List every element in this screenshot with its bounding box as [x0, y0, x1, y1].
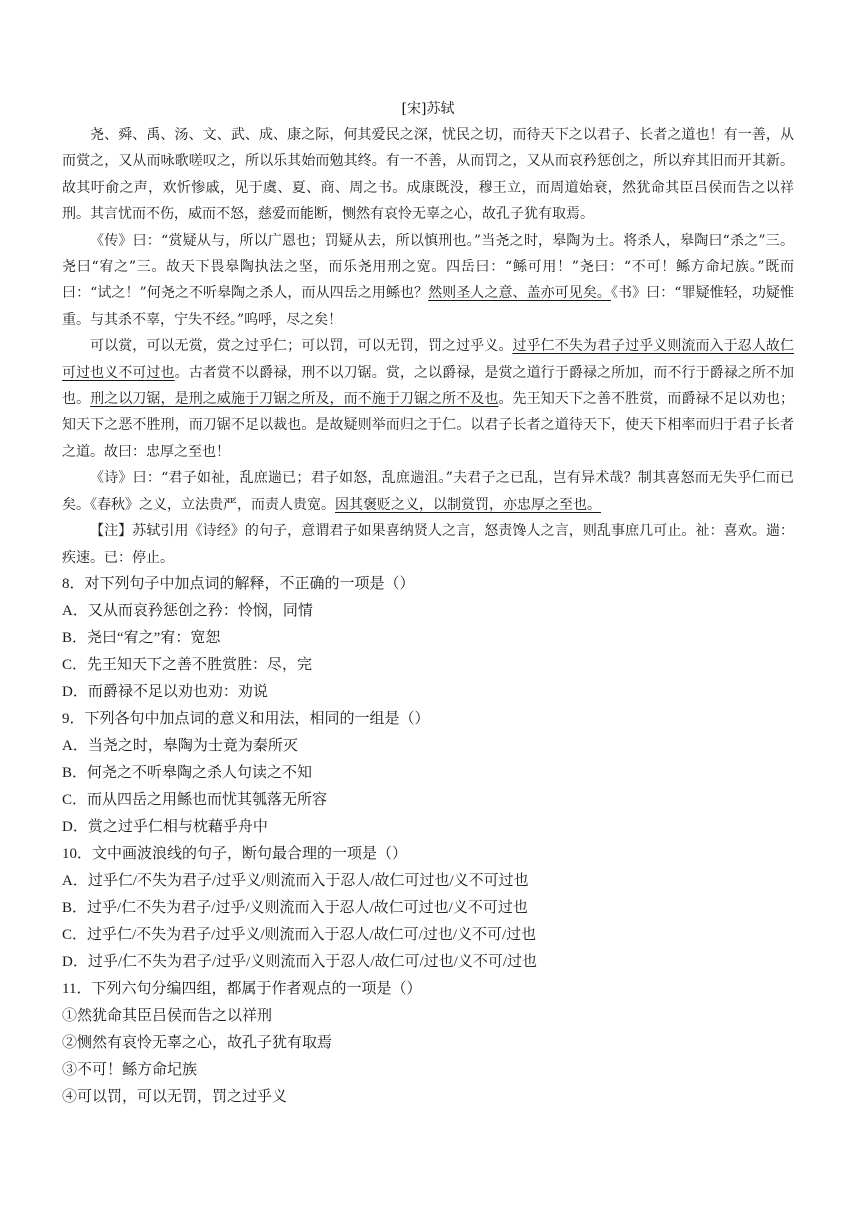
paragraph-2-text-a: 《传》曰：“赏疑从与，所以广恩也；罚疑从去，所以慎刑也。”当尧之时，皋陶为士。将杀人，皋陶曰“杀之”三。尧曰“宥之”三。故天下畏皋陶执法之坚，而乐尧用刑之宽。四岳曰：“鲧可用！”尧曰：“不可！鲧方命圮族。”既而曰：“试之！”何尧之不听皋陶之杀人，而从四岳之用鲧也？: [62, 232, 794, 302]
question-8-option-d: D．而爵禄不足以劝也劝：劝说: [62, 683, 268, 700]
question-10-option-c: C．过乎仁/不失为君子/过乎义/则流而入于忍人/故仁可/过也/义不可/过也: [62, 926, 537, 943]
question-8-option-a: A．又从而哀矜惩创之矜：怜悯，同情: [62, 602, 313, 619]
passage-paragraph-3: [62, 333, 794, 465]
question-11-item-3: ③不可！鲧方命圮族: [62, 1061, 198, 1078]
question-8-option-c: C．先王知天下之善不胜赏胜：尽，完: [62, 656, 313, 673]
question-10-option-a: A．过乎仁/不失为君子/过乎义/则流而入于忍人/故仁可过也/义不可过也: [62, 872, 529, 889]
question-10-option-b: B．过乎/仁不失为君子/过乎/义则流而入于忍人/故仁可过也/义不可过也: [62, 899, 528, 916]
question-8-stem: 8．对下列句子中加点词的解释，不正确的一项是（）: [62, 575, 415, 592]
paragraph-3-text-c: 。先王知天下之善不胜赏，而爵禄不足以劝也；知天下之恶不胜刑，而刀锯不足以裁也。是故疑则举而归之于仁。以君子长者之道待天下，使天下相率而归于君子长者之道。故曰：忠厚之至也！: [62, 391, 795, 460]
underlined-sentence-2: 刑之以刀锯，是刑之威施于刀锯之所及，而不施于刀锯之所不及也: [90, 391, 499, 408]
annotation-note: 【注】苏轼引用《诗经》的句子，意谓君子如果喜纳贤人之言，怒责馋人之言，则乱事庶几可止。祉：喜欢。遄：疾速。已：停止。: [62, 523, 794, 566]
question-10-option-d: D．过乎/仁不失为君子/过乎/义则流而入于忍人/故仁可/过也/义不可/过也: [62, 953, 538, 970]
paragraph-3-text-b: 。古者赏不以爵禄，刑不以刀锯。赏，之以爵禄，是赏之道行于爵禄之所加，而不行于爵禄之所不加也。: [62, 364, 795, 408]
passage-paragraph-1: 尧、舜、禹、汤、文、武、成、康之际，何其爱民之深，忧民之切，而待天下之以君子、长者之道也！有一善，从而赏之，又从而咏歌嗟叹之，所以乐其始而勉其终。有一不善，从而罚之，又从而哀矜惩创之，所以弃其旧而开其新。故其吁俞之声，欢忻惨戚，见于虞、夏、商、周之书。成康既没，穆王立，而周道始衰，然犹命其臣吕侯而告之以祥刑。其言忧而不伤，威而不怒，慈爱而能断，恻然有哀怜无辜之心，故孔子犹有取焉。: [62, 127, 794, 223]
question-11-stem: 11．下列六句分编四组，都属于作者观点的一项是（）: [62, 980, 422, 997]
question-9-stem: 9．下列各句中加点词的意义和用法，相同的一组是（）: [62, 710, 430, 727]
questions-section: [62, 571, 794, 1111]
paragraph-4-text-a: 《诗》曰：“君子如祉，乱庶遄已；君子如怒，乱庶遄沮。”夫君子之已乱，岂有异术哉？制其喜怒而无失乎仁而已矣。《春秋》之义，立法贵严，而责人贵宽。: [62, 470, 794, 513]
passage-paragraph-4: [62, 465, 794, 518]
question-9-option-d: D．赏之过乎仁相与枕藉乎舟中: [62, 818, 268, 835]
passage-paragraph-2: [62, 228, 794, 334]
underlined-sentence-3: 因其褒贬之义，以制赏罚，亦忠厚之至也。: [335, 496, 601, 513]
paragraph-3-text-a: 可以赏，可以无赏，赏之过乎仁；可以罚，可以无罚，罚之过乎义。: [90, 338, 513, 355]
underlined-sentence-1: 然则圣人之意、盖亦可见矣。: [428, 285, 611, 302]
question-11-item-4: ④可以罚，可以无罚，罚之过乎义: [62, 1088, 288, 1105]
question-10-stem: 10．文中画波浪线的句子，断句最合理的一项是（）: [62, 845, 408, 862]
question-9-option-b: B．何尧之不听皋陶之杀人句读之不知: [62, 764, 313, 781]
passage-author: [宋]苏轼: [401, 101, 455, 117]
question-11-item-2: ②恻然有哀怜无辜之心，故孔子犹有取焉: [62, 1034, 333, 1051]
question-9-option-c: C．而从四岳之用鲧也而忧其瓠落无所容: [62, 791, 328, 808]
wavy-underlined-sentence: 过乎仁不失为君子过乎义则流而入于忍人故仁可过也义不可过也: [62, 338, 795, 381]
question-8-option-b: B．尧曰“宥之”宥：宽恕: [62, 629, 221, 646]
question-9-option-a: A．当尧之时，皋陶为士竟为秦所灭: [62, 737, 298, 754]
paragraph-2-text-b: 《书》曰：“罪疑惟轻，功疑惟重。与其杀不辜，宁失不经。”呜呼，尽之矣！: [62, 285, 794, 328]
document-page: [62, 96, 794, 1111]
question-11-item-1: ①然犹命其臣吕侯而告之以祥刑: [62, 1007, 273, 1024]
